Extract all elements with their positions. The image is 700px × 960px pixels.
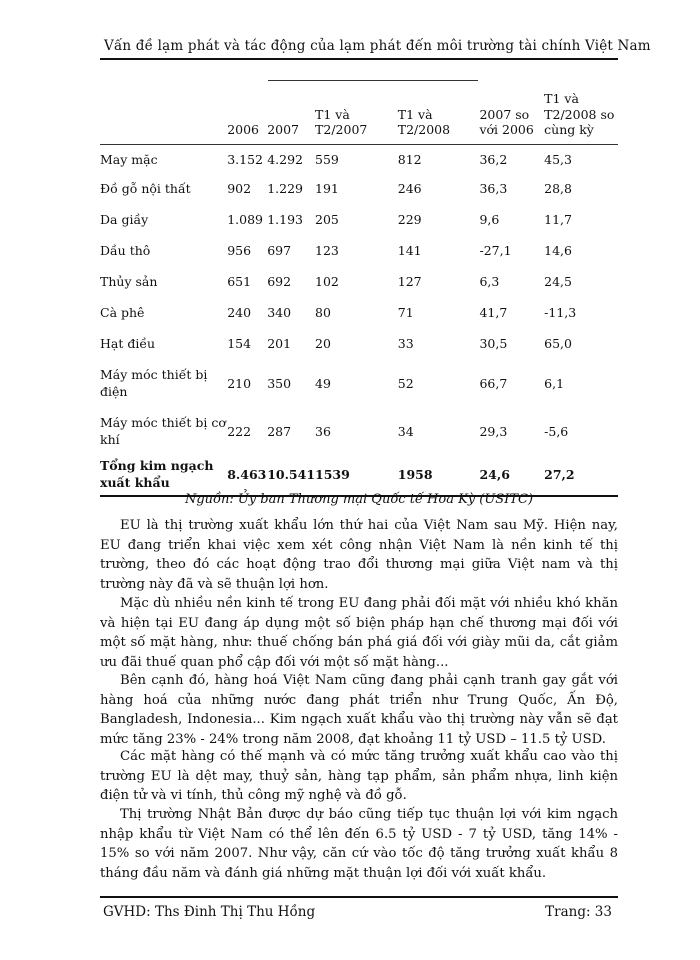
row-label: Máy móc thiết bị cơ khí [100,414,226,447]
table-row [100,359,618,407]
row-label: Đồ gỗ nội thất [100,181,191,196]
total-cell: 1958 [398,455,480,496]
table-cell: 36 [315,423,331,439]
row-label: Dầu thô [100,243,151,258]
table-cell: 697 [267,243,292,258]
table-cell: 9,6 [479,212,500,227]
column-header: 2007 so với 2006 [479,82,544,145]
table-cell: 20 [315,336,331,351]
row-label: Da giầy [100,212,149,227]
table-cell: 201 [267,336,292,351]
table-cell: 191 [315,181,339,196]
table-cell: 65,0 [544,336,572,351]
table-cell: -11,3 [544,305,577,320]
table-cell: 141 [397,243,422,258]
table-cell: 902 [227,181,252,196]
total-cell: 24,6 [479,455,544,496]
total-cell: 1539 [315,455,398,496]
table-cell: 3.152 [227,151,263,167]
table-cell: 80 [315,305,331,320]
table-cell: 1.193 [267,212,303,227]
table-cell: 350 [267,375,292,391]
total-cell: 10.541 [267,455,315,496]
row-label: Máy móc thiết bị điện [100,366,208,399]
table-cell: 45,3 [544,151,572,167]
column-header [100,82,227,145]
table-cell: 41,7 [479,305,508,320]
table-header-row [100,82,618,145]
table-cell: 651 [227,274,252,289]
header-divider [100,58,618,60]
table-cell: 24,5 [544,274,572,289]
table-cell: 127 [397,274,422,289]
column-header: T1 và T2/2008 [398,82,480,145]
table-cell: 6,3 [479,274,500,289]
table-cell: 34 [397,423,414,439]
table-cell: 812 [397,151,422,167]
table-row [100,204,618,235]
row-label: Hạt điều [100,336,156,351]
table-cell: 1.229 [267,181,303,196]
body-paragraph: Mặc dù nhiều nền kinh tế trong EU đang phải đối mặt với nhiều khó khăn và hiện tại EU đang áp dụng một số biện pháp hạn chế thương mại đối với một số mặt hàng, như: thuế chống bán phá giá đối với giày mũi da, cắt giảm ưu đãi thuế quan phổ cập đối với một số mặt hàng... [100,596,618,670]
table-cell: 287 [267,423,292,439]
table-total-row [100,455,618,496]
table-row [100,328,618,359]
table-row [100,266,618,297]
table-cell: 246 [397,181,422,196]
table-cell: 240 [227,305,252,320]
table-cell: 559 [315,151,339,167]
body-paragraph: Các mặt hàng có thế mạnh và có mức tăng trưởng xuất khẩu cao vào thị trường EU là dệt may, thuỷ sản, hàng tạp phẩm, sản phẩm nhựa, linh kiện điện tử và vi tính, thủ công mỹ nghệ và đồ gỗ. [100,749,618,804]
table-cell: 28,8 [544,181,572,196]
footer-divider [100,896,618,898]
body-paragraph: Thị trường Nhật Bản được dự báo cũng tiếp tục thuận lợi với kim ngạch nhập khẩu từ Việt Nam có thể lên đến 6.5 tỷ USD - 7 tỷ USD, tăng 14% - 15% so với năm 2007. Như vậy, căn cứ vào tốc độ tăng trưởng xuất khẩu 8 tháng đầu năm và đánh giá những mặt thuận lợi đối với xuất khẩu. [100,807,618,881]
total-cell: 8.463 [227,455,267,496]
table-cell: 66,7 [479,375,508,391]
table-cell: 52 [397,375,414,391]
table-row [100,235,618,266]
body-paragraph: EU là thị trường xuất khẩu lớn thứ hai của Việt Nam sau Mỹ. Hiện nay, EU đang triển khai việc xem xét công nhận Việt Nam là nền kinh tế thị trường, theo đó các hoạt động trao đổi thương mại giữa Việt nam và thị trường này đã và sẽ thuận lợi hơn. [100,518,618,592]
table-cell: 36,3 [479,181,508,196]
table-cell: 222 [227,423,252,439]
table-cell: 123 [315,243,339,258]
table-cell: 956 [227,243,252,258]
table-cell: 205 [315,212,339,227]
table-cell: 49 [315,375,331,391]
total-label: Tổng kim ngạch xuất khẩu [100,455,227,496]
table-row [100,173,618,204]
table-cell: -5,6 [544,423,569,439]
table-cell: -27,1 [479,243,512,258]
body-paragraph: Bên cạnh đó, hàng hoá Việt Nam cũng đang phải cạnh tranh gay gắt với hàng hoá của những nước đang phát triển như Trung Quốc, Ấn Độ, Bangladesh, Indonesia... Kim ngạch xuất khẩu vào thị trường này vẫn sẽ đạt mức tăng 23% - 24% trong năm 2008, đạt khoảng 11 tỷ USD – 11.5 tỷ USD. [100,673,618,747]
table-cell: 36,2 [479,151,508,167]
table-source-caption: Nguồn: Ủy ban Thương mại Quốc tế Hoa Kỳ (USITC) [184,492,534,507]
table-cell: 11,7 [544,212,572,227]
page-number: Trang: 33 [545,904,612,920]
row-label: May mặc [100,151,158,167]
table-cell: 692 [267,274,292,289]
table-cell: 33 [397,336,414,351]
page-header-title: Vấn đề lạm phát và tác động của lạm phát đến môi trường tài chính Việt Nam [104,38,651,54]
table-cell: 71 [397,305,414,320]
table-cell: 102 [315,274,339,289]
row-label: Cà phê [100,305,145,320]
column-header: T1 và T2/2007 [315,82,398,145]
table-cell: 14,6 [544,243,572,258]
column-header: 2006 [227,82,267,145]
table-cell: 6,1 [544,375,565,391]
table-cell: 210 [227,375,252,391]
export-table [100,82,618,497]
table-cell: 1.089 [227,212,263,227]
table-row [100,407,618,455]
total-cell: 27,2 [544,455,618,496]
table-row [100,145,618,174]
table-cell: 340 [267,305,292,320]
table-cell: 4.292 [267,151,303,167]
table-cell: 29,3 [479,423,508,439]
table-row [100,297,618,328]
column-header: 2007 [267,82,315,145]
column-header: T1 và T2/2008 so cùng kỳ [544,82,618,145]
table-cell: 30,5 [479,336,508,351]
table-cell: 229 [397,212,422,227]
table-header-group-rule [268,80,478,81]
footer-advisor: GVHD: Ths Đinh Thị Thu Hồng [103,904,316,920]
table-cell: 154 [227,336,252,351]
row-label: Thủy sản [100,274,158,289]
